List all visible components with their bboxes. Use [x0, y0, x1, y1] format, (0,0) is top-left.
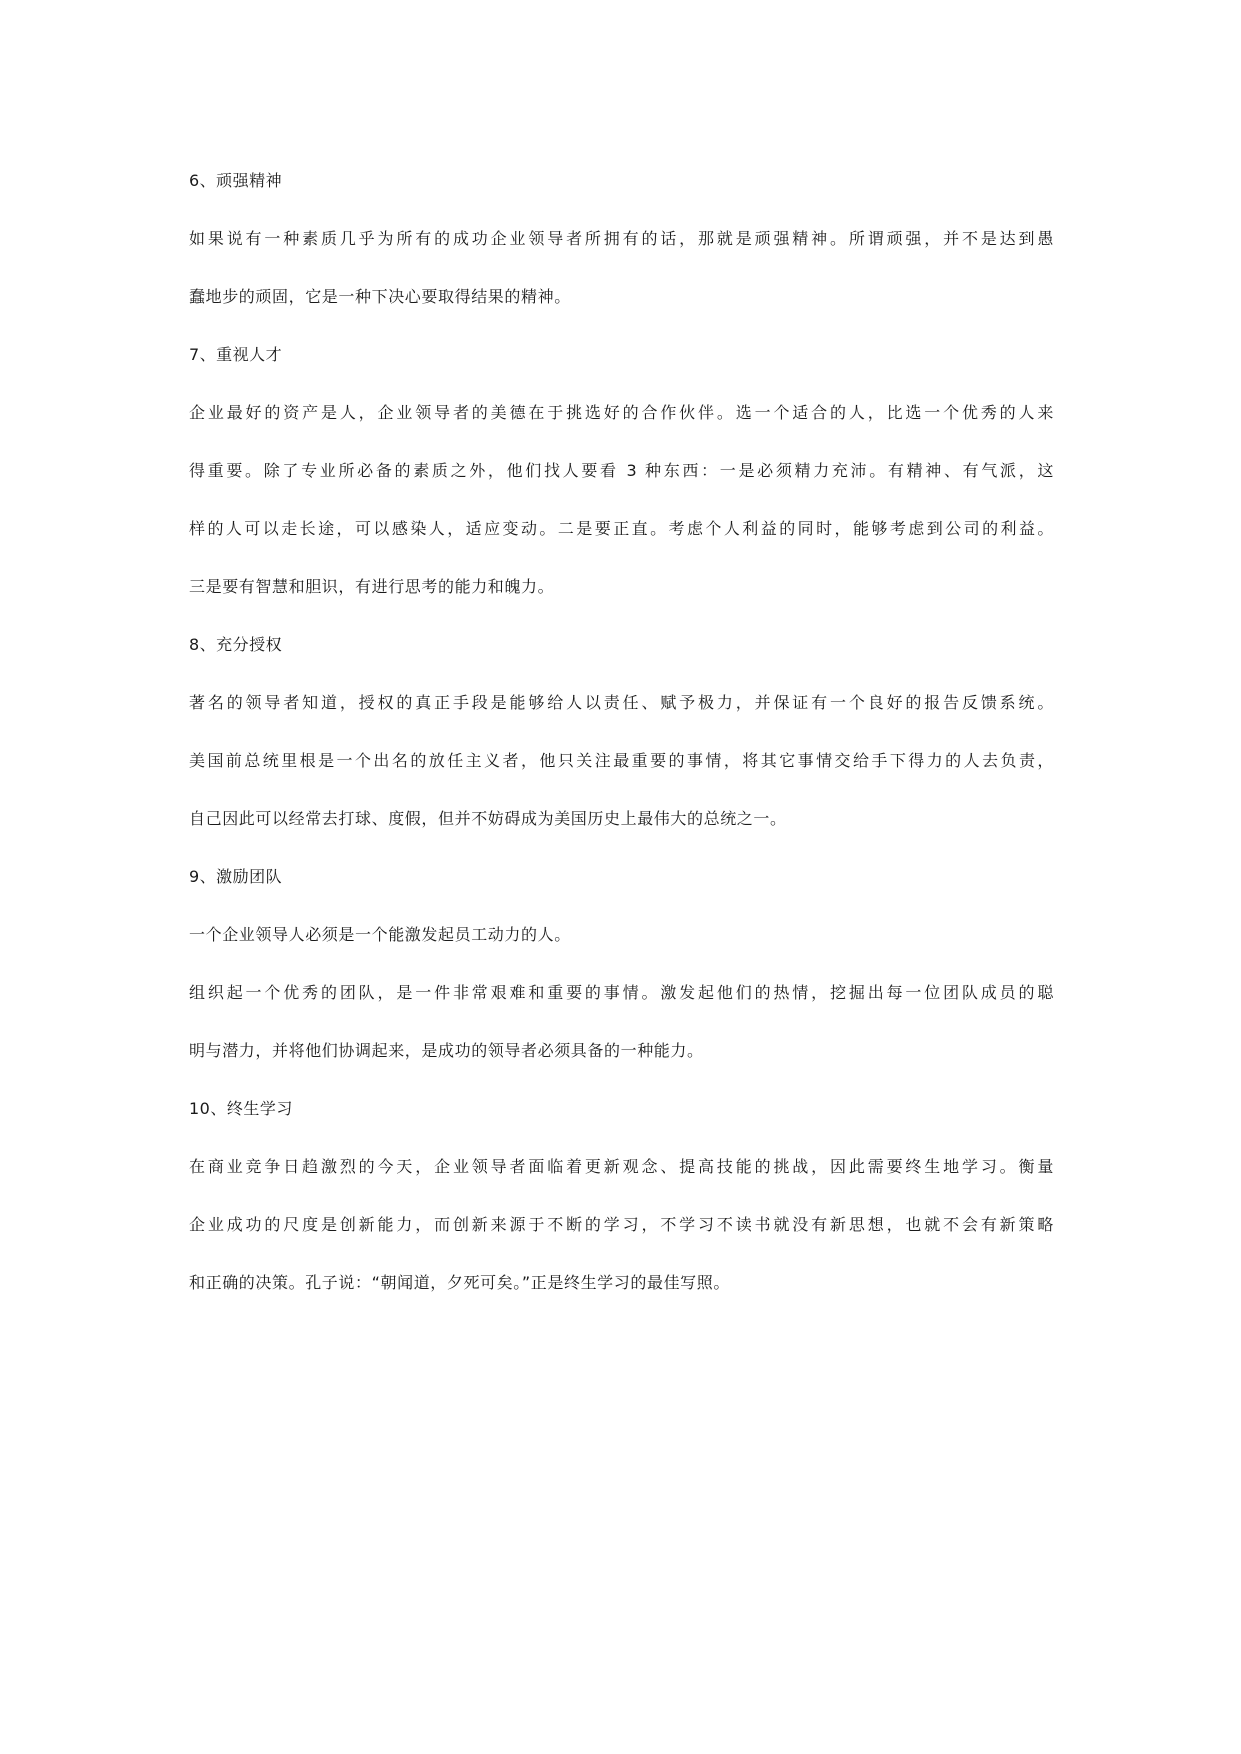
paragraph-line: 企业最好的资产是人，企业领导者的美德在于挑选好的合作伙伴。选一个适合的人，比选一个优秀的人来: [189, 403, 1054, 422]
paragraph-line: 在商业竞争日趋激烈的今天，企业领导者面临着更新观念、提高技能的挑战，因此需要终生地学习。衡量: [189, 1157, 1054, 1176]
paragraph: [189, 674, 1054, 848]
section-heading: 6、顽强精神: [189, 171, 283, 190]
section-heading: 7、重视人才: [189, 345, 283, 364]
section-10: [189, 1080, 1054, 1312]
document-body: [189, 160, 1054, 1312]
paragraph: [189, 210, 1054, 326]
paragraph-line: 三是要有智慧和胆识，有进行思考的能力和魄力。: [189, 577, 555, 596]
section-9: [189, 848, 1054, 1080]
section-heading: 8、充分授权: [189, 635, 283, 654]
section-8: [189, 616, 1054, 848]
paragraph-line: 和正确的决策。孔子说：“朝闻道，夕死可矣。”正是终生学习的最佳写照。: [189, 1273, 730, 1292]
paragraph: [189, 964, 1054, 1080]
paragraph: [189, 906, 1054, 964]
paragraph-line: 明与潜力，并将他们协调起来，是成功的领导者必须具备的一种能力。: [189, 1041, 704, 1060]
section-heading: 10、终生学习: [189, 1099, 293, 1118]
section-6: [189, 152, 1054, 326]
section-7: [189, 326, 1054, 616]
paragraph-line: 著名的领导者知道，授权的真正手段是能够给人以责任、赋予极力，并保证有一个良好的报告反馈系统。: [189, 693, 1054, 712]
paragraph: [189, 1138, 1054, 1312]
paragraph-line: 自己因此可以经常去打球、度假，但并不妨碍成为美国历史上最伟大的总统之一。: [189, 809, 787, 828]
section-heading: 9、激励团队: [189, 867, 283, 886]
paragraph-line: 如果说有一种素质几乎为所有的成功企业领导者所拥有的话，那就是顽强精神。所谓顽强，并不是达到愚: [189, 229, 1054, 248]
paragraph-line: 得重要。除了专业所必备的素质之外，他们找人要看 3 种东西：一是必须精力充沛。有精神、有气派，这: [189, 461, 1054, 480]
paragraph: [189, 384, 1054, 616]
paragraph-line: 一个企业领导人必须是一个能激发起员工动力的人。: [189, 925, 571, 944]
paragraph-line: 组织起一个优秀的团队，是一件非常艰难和重要的事情。激发起他们的热情，挖掘出每一位团队成员的聪: [189, 983, 1054, 1002]
paragraph-line: 蠢地步的顽固，它是一种下决心要取得结果的精神。: [189, 287, 571, 306]
paragraph-line: 样的人可以走长途，可以感染人，适应变动。二是要正直。考虑个人利益的同时，能够考虑到公司的利益。: [189, 519, 1054, 538]
paragraph-line: 企业成功的尺度是创新能力，而创新来源于不断的学习，不学习不读书就没有新思想，也就不会有新策略: [189, 1215, 1054, 1234]
paragraph-line: 美国前总统里根是一个出名的放任主义者，他只关注最重要的事情，将其它事情交给手下得力的人去负责，: [189, 751, 1054, 770]
